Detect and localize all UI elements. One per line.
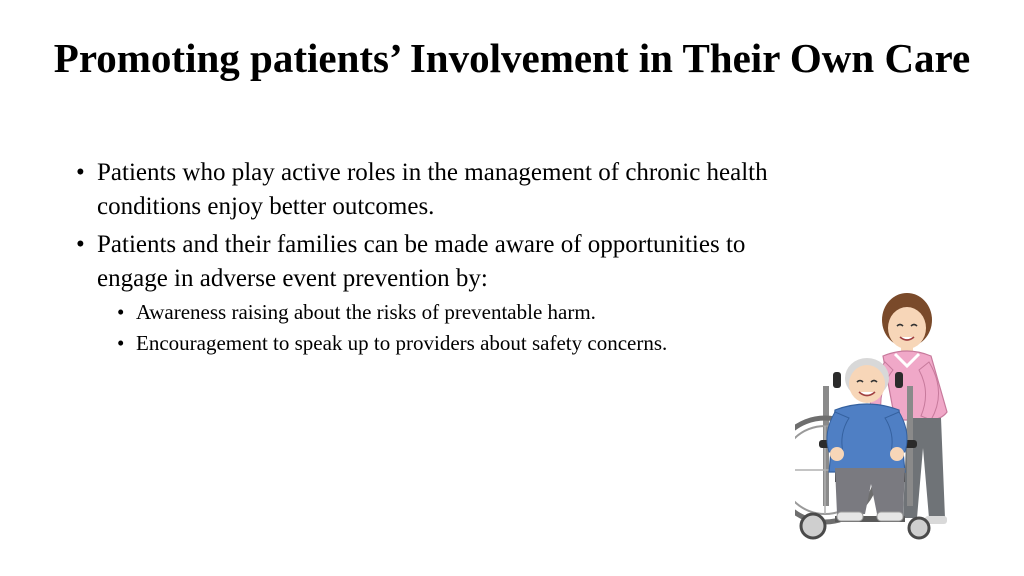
bullet-text: Patients and their families can be made aware of opportunities to engage in adverse event prevention by: xyxy=(97,231,746,292)
bullet-item xyxy=(76,228,776,358)
bullet-item xyxy=(76,156,776,224)
sub-bullet-item xyxy=(117,329,776,358)
nurse-with-elderly-patient-in-wheelchair-icon xyxy=(795,290,965,552)
sub-bullet-text: Awareness raising about the risks of preventable harm. xyxy=(136,300,596,324)
sub-bullet-text: Encouragement to speak up to providers about safety concerns. xyxy=(136,331,668,355)
bullet-text: Patients who play active roles in the management of chronic health conditions enjoy better outcomes. xyxy=(97,159,768,220)
sub-bullet-item xyxy=(117,298,776,327)
sub-bullet-list xyxy=(97,298,776,358)
slide-title: Promoting patients’ Involvement in Their Own Care xyxy=(53,35,971,81)
bullet-list xyxy=(76,156,776,362)
